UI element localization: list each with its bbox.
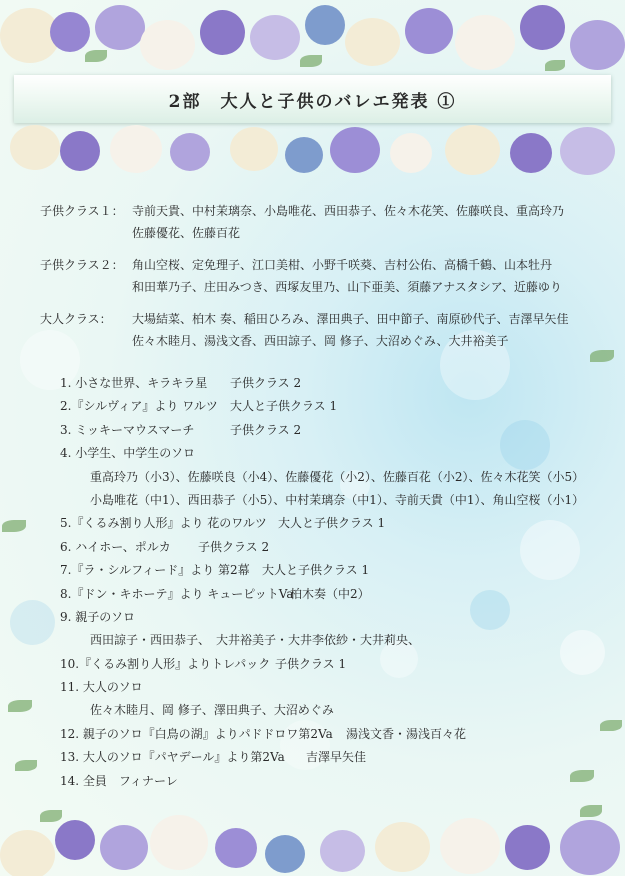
program-item-note: 大人と子供クラス 1 [262,563,370,578]
program-item-title: 3. ミッキーマウスマーチ [60,422,195,437]
program-item-performers: 小島唯花（中1）、西田恭子（小5）、中村茉璃奈（中1）、寺前天貴（中1）、角山空桜（小1） [90,492,585,507]
program-item-note: 吉澤早矢佳 [306,750,367,765]
program-item [60,723,600,746]
cast-group-names [132,254,602,298]
cast-group-label: 子供クラス２： [40,258,124,272]
program-item [60,512,600,535]
program-item-title: 13. 大人のソロ『パヤデール』より第2Va [60,750,285,765]
cast-group-label: 大人クラス： [40,312,112,326]
program-item [60,746,600,769]
program-item-detail [60,629,600,652]
cast-group [40,308,615,352]
cast-group-names [132,308,602,352]
program-item [60,653,600,676]
program-item-title: 7.『ラ・シルフィード』より 第2幕 [60,563,250,578]
program-item-performers: 西田諒子・西田恭子、 大井裕美子・大井李依紗・大井莉央、 [90,633,421,648]
program-item-title: 1. 小さな世界、キラキラ星 [60,376,208,390]
program-item [60,676,600,699]
cast-names-line: 角山空桜、定免理子、江口美柑、小野千咲葵、吉村公佑、高橋千鶴、山本牡丹 [132,258,553,272]
program-item-title: 12. 親子のソロ『白鳥の湖』よりパドドロワ第2Va [60,726,333,741]
cast-group-label: 子供クラス１： [40,204,124,218]
program-item-note: 大人と子供クラス 1 [230,399,338,414]
program-item-detail [60,489,600,512]
program-item-performers: 佐々木睦月、岡 修子、澤田典子、大沼めぐみ [90,703,334,718]
program-item-title: 14. 全員 フィナーレ [60,773,178,788]
program-item [60,442,600,465]
program-item [60,770,600,793]
program-item-title: 5.『くるみ割り人形』より 花のワルツ [60,516,267,531]
program-item-title: 10.『くるみ割り人形』よりトレパック [60,656,271,671]
program-item-note: 子供クラス 2 [230,422,302,437]
program-item [60,372,600,395]
program-item-note: 大人と子供クラス 1 [278,516,386,531]
program-item [60,536,600,559]
cast-group [40,200,615,244]
cast-names-line: 大場結菜、柏木 奏、稲田ひろみ、澤田典子、田中節子、南原砂代子、吉澤早矢佳 [132,312,569,326]
program-item [60,583,600,606]
program-item [60,419,600,442]
program-item [60,395,600,418]
title-bar [14,75,611,123]
cast-group [40,254,615,298]
title-flower-garland [0,123,625,193]
program-item-title: 2.『シルヴィア』より ワルツ [60,399,218,414]
program-item-title: 8.『ドン・キホーテ』より キューピットVa [60,586,294,601]
program-item-note: 子供クラス 1 [275,656,347,671]
cast-names-line: 佐々木睦月、湯浅文香、西田諒子、岡 修子、大沼めぐみ、大井裕美子 [132,334,509,348]
program-item [60,606,600,629]
cast-names-line: 寺前天貴、中村茉璃奈、小島唯花、西田恭子、佐々木花笑、佐藤咲良、重高玲乃 [132,204,565,218]
cast-names-line: 佐藤優花、佐藤百花 [132,226,241,240]
program-item-title: 11. 大人のソロ [60,680,143,695]
program-item [60,559,600,582]
bottom-flower-garland [0,800,625,876]
page-title: 2部 大人と子供のバレエ発表 ① [168,91,457,112]
program-item-note: 子供クラス 2 [198,539,270,554]
program-item-detail [60,466,600,489]
program-item-performers: 重高玲乃（小3）、佐藤咲良（小4）、佐藤優花（小2）、佐藤百花（小2）、佐々木花笑（小5） [90,469,585,484]
cast-list [40,200,615,352]
program-item-note: 子供クラス 2 [230,376,302,390]
program-item-note: 柏木奏（中2） [290,586,370,601]
top-flower-garland [0,0,625,80]
program-item-note: 湯浅文香・湯浅百々花 [346,726,467,741]
program-list [60,372,600,793]
program-item-title: 9. 親子のソロ [60,609,136,624]
program-item-title: 6. ハイホー、ポルカ [60,539,171,554]
cast-names-line: 和田華乃子、庄田みつき、西塚友里乃、山下亜美、須藤アナスタシア、近藤ゆり [132,280,562,294]
cast-group-names [132,200,602,244]
program-item-detail [60,699,600,722]
program-item-title: 4. 小学生、中学生のソロ [60,446,196,461]
